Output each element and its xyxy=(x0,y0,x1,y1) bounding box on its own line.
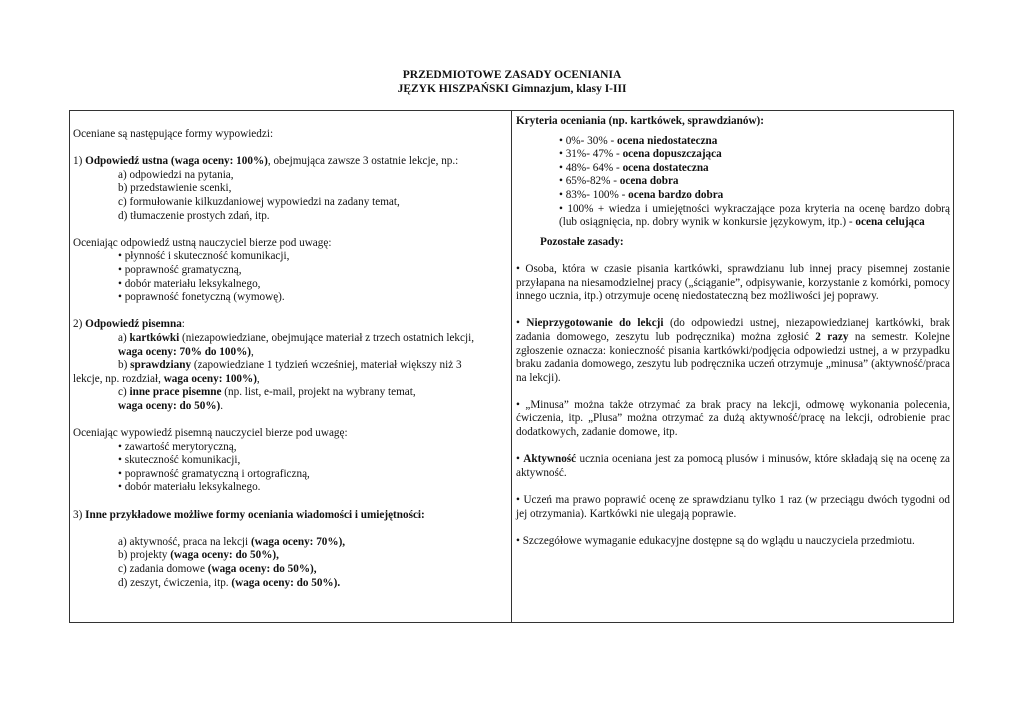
other-form-item xyxy=(73,549,505,563)
item-weight: waga oceny: 100%) xyxy=(163,372,257,385)
document-title xyxy=(0,68,1024,96)
grade-item xyxy=(516,162,950,176)
other-form-item xyxy=(73,563,505,577)
item-title: kartkówki xyxy=(129,331,180,344)
grade-item xyxy=(516,148,950,162)
oral-item: a) odpowiedzi na pytania, xyxy=(118,168,234,181)
item-desc: b) projekty xyxy=(118,549,171,562)
grade-range: • 31%- 47% - xyxy=(559,148,623,161)
rule-text: na semestr. Kolejne zgłoszenie oznacza: konieczność pisania kartkówki/podjęcia odpowiedzi ustnej, a w przypadku braku zadania domowego, zeszytu lub podręcznika uczeń otrzymuje „minusa” (aktywność/praca na lekcji). xyxy=(516,330,950,384)
written-heading xyxy=(73,318,505,332)
rule-text: (do odpowiedzi ustnej, niezapowiedzianej kartkówki, brak zadania domowego, zeszytu lub podręcznika) można zgłosić xyxy=(516,317,951,343)
item-weight: waga oceny: 70% do 100%) xyxy=(118,345,251,358)
other-form-item xyxy=(73,536,505,550)
rule-retake: • Uczeń ma prawo poprawić ocenę ze sprawdzianu tylko 1 raz (w przeciągu dwóch tygodni od jej otrzymania). Kartkówki nie ulegają poprawie. xyxy=(516,494,950,520)
title-line-2: JĘZYK HISZPAŃSKI Gimnazjum, klasy I-III xyxy=(397,83,627,95)
item-desc: (niezapowiedziane, obejmujące materiał z trzech ostatnich lekcji, xyxy=(179,331,475,344)
rule-text: ucznia oceniana jest za pomocą plusów i minusów, które składają się na ocenę za aktywność. xyxy=(516,453,951,479)
bullet: • xyxy=(516,453,524,466)
oral-eval-item: • poprawność fonetyczną (wymowę). xyxy=(118,291,285,304)
item-weight: (waga oceny: do 50%), xyxy=(170,549,279,562)
written-eval-item: • skuteczność komunikacji, xyxy=(118,454,241,467)
rule-cheating: • Osoba, która w czasie pisania kartkówki, sprawdzianu lub innej pracy pisemnej zostanie przyłapana na niesamodzielnej pracy („ściąganie”, odpisywanie, korzystanie z komórki, pomocy innego ucznia, itp.) otrzymuje ocenę niedostateczną bez możliwości jej poprawy. xyxy=(516,262,950,303)
written-item-c xyxy=(73,386,505,413)
rule-title: Nieprzygotowanie do lekcji xyxy=(526,317,664,330)
item-desc: c) zadania domowe xyxy=(118,563,208,575)
grade-item xyxy=(516,189,950,203)
rule-activity xyxy=(516,453,950,480)
oral-eval-intro: Oceniając odpowiedź ustną nauczyciel bierze pod uwagę: xyxy=(73,236,332,249)
rule-title: Aktywność xyxy=(523,453,577,466)
item-weight: (waga oceny: do 50%), xyxy=(207,563,317,575)
written-title: Odpowiedź pisemna xyxy=(85,318,182,331)
oral-item: b) przedstawienie scenki, xyxy=(118,182,232,195)
other-rules-title-text: Pozostałe zasady: xyxy=(540,235,624,248)
oral-title: Odpowiedź ustna (waga oceny: 100%) xyxy=(85,155,268,168)
column-divider xyxy=(511,111,512,622)
oral-item: c) formułowanie kilkuzdaniowej wypowiedzi na zadany temat, xyxy=(118,195,400,208)
item-desc: a) aktywność, praca na lekcji xyxy=(118,535,251,548)
grade-name: ocena celująca xyxy=(855,216,925,229)
written-item-b-cont xyxy=(73,373,505,387)
written-eval-item: • dobór materiału leksykalnego. xyxy=(118,481,261,494)
grade-name: ocena dobra xyxy=(619,175,679,188)
grade-name: ocena dostateczna xyxy=(622,161,709,174)
item-prefix: b) xyxy=(118,359,131,372)
written-colon: : xyxy=(181,318,185,331)
rules-table xyxy=(69,110,954,623)
forms-intro: Oceniane są następujące formy wypowiedzi: xyxy=(73,128,274,140)
oral-heading xyxy=(73,155,505,169)
left-column xyxy=(73,128,505,590)
item-weight: waga oceny: do 50%) xyxy=(118,399,221,412)
other-form-item xyxy=(73,577,505,591)
rule-requirements: • Szczegółowe wymaganie edukacyjne dostępne są do wglądu u nauczyciela przedmiotu. xyxy=(516,534,915,547)
grade-item-celujaca xyxy=(516,203,950,230)
written-item-a xyxy=(73,332,505,359)
item-title: inne prace pisemne xyxy=(129,386,222,399)
grade-range: • 100% + wiedza i umiejętności wykraczające poza kryteria na ocenę bardzo dobrą (lub osiągnięcia, np. dobry wynik w konkursie językowym, itp.) - xyxy=(559,202,950,229)
criteria-title xyxy=(516,115,950,129)
oral-number: 1) xyxy=(73,155,86,168)
rule-plus-minus: • „Minusa” można także otrzymać za brak pracy na lekcji, odmowę wykonania polecenia, ćwiczenia, itp. „Plusa” można otrzymać za dużą aktywność/pracę na lekcji, odrobienie prac dodatkowych, zadanie domowe, itp. xyxy=(516,398,950,439)
grade-item xyxy=(516,175,950,189)
bullet: • xyxy=(516,317,527,330)
grade-range: • 65%-82% - xyxy=(559,175,620,188)
written-eval-item: • zawartość merytoryczną, xyxy=(118,440,237,453)
item-desc: d) zeszyt, ćwiczenia, itp. xyxy=(118,576,232,589)
item-end: , xyxy=(251,345,254,358)
other-number: 3) xyxy=(73,508,86,521)
right-column xyxy=(516,115,950,548)
item-desc: (np. list, e-mail, projekt na wybrany temat, xyxy=(221,386,416,399)
item-desc: (zapowiedziane 1 tydzień wcześniej, materiał większy niż 3 xyxy=(191,359,462,372)
rule-limit: 2 razy xyxy=(815,330,849,343)
title-line-1: PRZEDMIOTOWE ZASADY OCENIANIA xyxy=(402,69,622,81)
grade-range: • 83%- 100% - xyxy=(559,188,629,201)
item-desc-cont: lekcje, np. rozdział, xyxy=(73,372,164,385)
oral-desc: , obejmująca zawsze 3 ostatnie lekcje, np.: xyxy=(267,155,459,168)
other-rules-title xyxy=(516,236,950,250)
grade-name: ocena bardzo dobra xyxy=(628,188,724,201)
criteria-title-text: Kryteria oceniania (np. kartkówek, sprawdzianów): xyxy=(516,115,764,127)
written-eval-intro: Oceniając wypowiedź pisemną nauczyciel bierze pod uwagę: xyxy=(73,427,348,440)
grade-name: ocena dopuszczająca xyxy=(622,148,722,161)
grade-name: ocena niedostateczna xyxy=(616,134,718,147)
written-number: 2) xyxy=(73,318,86,331)
item-weight: (waga oceny: 70%), xyxy=(250,535,346,548)
item-prefix: c) xyxy=(118,386,130,399)
grade-item xyxy=(516,135,950,149)
item-weight: (waga oceny: do 50%). xyxy=(231,576,341,589)
grade-range: • 0%- 30% - xyxy=(559,134,617,147)
rule-unprepared xyxy=(516,317,950,385)
oral-eval-item: • dobór materiału leksykalnego, xyxy=(118,277,261,290)
written-eval-item: • poprawność gramatyczną i ortograficzną, xyxy=(118,467,310,480)
item-end: , xyxy=(256,372,260,385)
oral-eval-item: • płynność i skuteczność komunikacji, xyxy=(118,250,290,263)
other-title: Inne przykładowe możliwe formy oceniania wiadomości i umiejętności: xyxy=(85,508,425,521)
oral-item: d) tłumaczenie prostych zdań, itp. xyxy=(118,209,270,222)
grade-range: • 48%- 64% - xyxy=(559,161,623,174)
item-title: sprawdziany xyxy=(130,359,192,372)
item-prefix: a) xyxy=(118,331,130,344)
oral-eval-item: • poprawność gramatyczną, xyxy=(118,263,242,276)
other-forms-heading xyxy=(73,509,505,523)
item-end: . xyxy=(220,399,224,412)
written-item-b xyxy=(73,359,505,373)
